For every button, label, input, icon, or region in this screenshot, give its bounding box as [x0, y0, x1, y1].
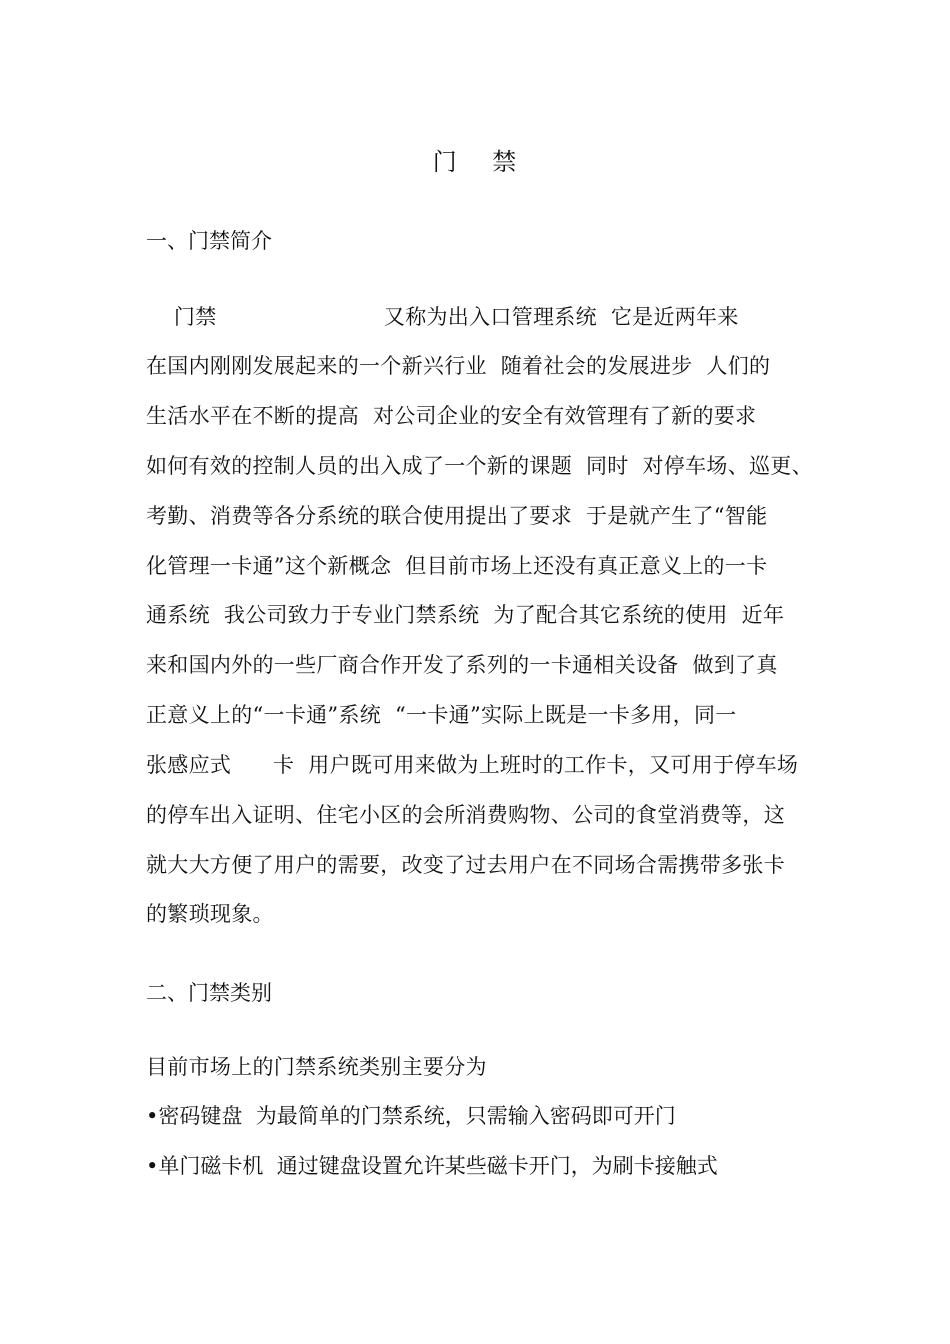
paragraph-line: 的繁琐现象。: [146, 902, 274, 926]
document-title: 门 禁: [432, 148, 518, 176]
types-intro-text: 目前市场上的门禁系统类别主要分为: [146, 1055, 487, 1079]
paragraph-line: 的停车出入证明、住宅小区的会所消费购物、公司的食堂消费等，这: [146, 803, 785, 827]
paragraph-line: 化管理一卡通”这个新概念 但目前市场上还没有真正意义上的一卡: [146, 554, 768, 578]
paragraph-line: 在国内刚刚发展起来的一个新兴行业 随着社会的发展进步 人们的: [146, 354, 771, 378]
list-item: •密码键盘 为最简单的门禁系统，只需输入密码即可开门: [146, 1104, 676, 1128]
paragraph-line: 就大大方便了用户的需要，改变了过去用户在不同场合需携带多张卡: [146, 853, 785, 877]
section-heading-types: 二、门禁类别: [146, 981, 272, 1005]
paragraph-line: 正意义上的“一卡通”系统 “一卡通”实际上既是一卡多用，同一: [146, 703, 737, 727]
paragraph-line: 生活水平在不断的提高 对公司企业的安全有效管理有了新的要求: [146, 404, 757, 428]
list-item: •单门磁卡机 通过键盘设置允许某些磁卡开门，为刷卡接触式: [146, 1154, 718, 1178]
paragraph-line: 张感应式 卡 用户既可用来做为上班时的工作卡，又可用于停车场: [146, 753, 799, 777]
paragraph-line: 来和国内外的一些厂商合作开发了系列的一卡通相关设备 做到了真: [146, 653, 778, 677]
section-heading-intro: 一、门禁简介: [146, 229, 272, 253]
paragraph-line: 考勤、消费等各分系统的联合使用提出了要求 于是就产生了“智能: [146, 504, 768, 528]
paragraph-line: 通系统 我公司致力于专业门禁系统 为了配合其它系统的使用 近年: [146, 603, 785, 627]
paragraph-line: 如何有效的控制人员的出入成了一个新的课题 同时 对停车场、巡更、: [146, 454, 813, 478]
paragraph-line: 门禁 又称为出入口管理系统 它是近两年来: [146, 305, 739, 329]
